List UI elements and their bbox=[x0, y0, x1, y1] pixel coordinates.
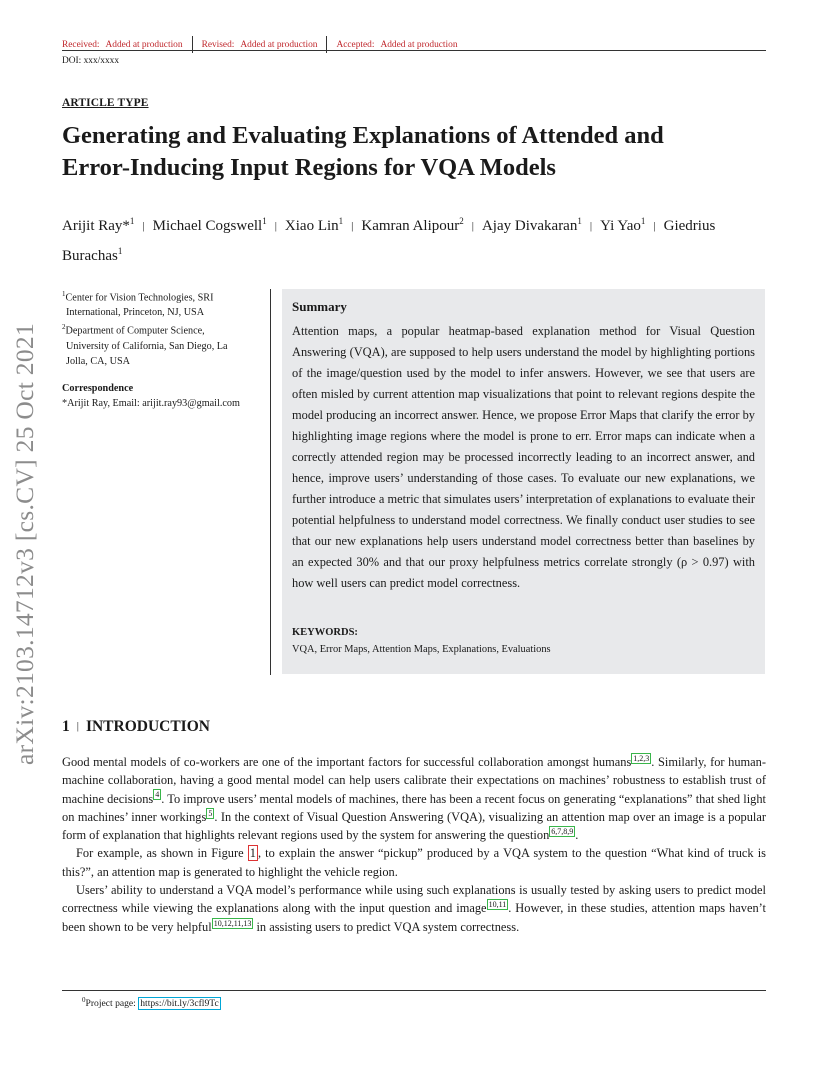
section-heading: 1 | INTRODUCTION bbox=[62, 718, 210, 735]
revised-date: Revised: Added at production bbox=[201, 39, 318, 50]
column-divider bbox=[270, 289, 271, 675]
citation-link[interactable]: 10,12,11,13 bbox=[213, 918, 252, 928]
summary-box bbox=[282, 289, 765, 674]
figure-link[interactable]: 1 bbox=[249, 846, 256, 861]
keywords-heading: KEYWORDS: bbox=[292, 627, 358, 638]
introduction-body bbox=[62, 753, 766, 936]
citation-link[interactable]: 4 bbox=[155, 790, 160, 800]
author: Ajay Divakaran$^1$ bbox=[481, 216, 582, 234]
citation-link[interactable]: 5 bbox=[208, 808, 213, 818]
keywords-list: VQA, Error Maps, Attention Maps, Explanations, Evaluations bbox=[292, 644, 551, 655]
received-date: Received: Added at production bbox=[62, 39, 183, 50]
author: Xiao Lin$^1$ bbox=[284, 216, 344, 234]
correspondence-heading: Correspondence bbox=[62, 382, 134, 394]
project-page-link[interactable]: https://bit.ly/3cfl9Tc bbox=[140, 998, 219, 1010]
correspondence-text: *Arijit Ray, Email: arijit.ray93@gmail.com bbox=[62, 397, 240, 409]
author: Arijit Ray*$^1$ bbox=[62, 216, 135, 234]
paragraph: For example, as shown in Figure 1 , to explain the answer “pickup” produced by a VQA system to the question “What kind of truck is this?”, an attention map is generated to highlight the vehicle region. bbox=[62, 846, 767, 879]
summary-text: Attention maps, a popular heatmap-based explanation method for Visual Question Answering (VQA), are supposed to help users understand the model by highlighting portions of the image/question used by the model to infer answers. However, we see that users are often misled by current attention map visualizations that point to relevant regions despite the model producing an incorrect answer. Hence, we propose Error Maps that clarify the error by highlighting image regions where the model is prone to err. Error maps can indicate when a correctly attended region may be processed incorrectly leading to an incorrect answer, and hence, improve users’ understanding of those cases. To evaluate our new explanations, we further introduce a metric that simulates users’ interpretation of explanations to evaluate their potential helpfulness to understand model correctness. We finally conduct user studies to see that our new explanations help users understand model correctness better than baselines by an expected 30% and that our proxy helpfulness metrics correlate strongly (ρ > 0.97) with how well users can predict model correctness. bbox=[292, 324, 755, 590]
article-type: ARTICLE TYPE bbox=[62, 97, 149, 109]
affiliation: $^2$Department of Computer Science, bbox=[62, 323, 205, 337]
citation-link[interactable]: 1,2,3 bbox=[633, 753, 650, 763]
author: Michael Cogswell$^1$ bbox=[152, 216, 267, 234]
footnote-rule bbox=[62, 990, 766, 991]
citation-link[interactable]: 10,11 bbox=[488, 900, 507, 910]
summary-heading: Summary bbox=[292, 299, 347, 314]
affiliation: $^1$Center for Vision Technologies, SRI bbox=[62, 290, 214, 304]
header-rule bbox=[62, 50, 766, 51]
paragraph: Good mental models of co-workers are one of the important factors for successful collaboration amongst humans $^{1,2,3}$ . Similarly, for human-machine collaboration, having a good mental model can help users calibrate their expectations on machines’ robustness to establish trust of machine decisions $^4$ . To improve users’ mental models of machines, there has been a recent focus on generating “explanations” that shed light on machines’ inner workings $^5$ . In the context of Visual Question Answering (VQA), visualizing an attention map over an image is a popular form of explanation that highlights relevant regions used by the system for answering the question $^{6,7,8,9}$ . bbox=[62, 753, 767, 843]
author: Giedrius Burachas$^1$ bbox=[62, 218, 716, 264]
affiliations-column: $^1$Center for Vision Technologies, SRI International, Princeton, NJ, USA $^2$Department of Computer Science, University of California, San Diego, La Jolla, CA, USA Correspondence *Arijit Ray, Email: arijit.ray93@gmail.com bbox=[62, 287, 267, 411]
paper-title: Generating and Evaluating Explanations of Attended and Error-Inducing Input Regions for VQA Models bbox=[62, 122, 664, 181]
doi: DOI: xxx/xxxx bbox=[62, 56, 120, 66]
author: Yi Yao$^1$ bbox=[600, 216, 646, 234]
paragraph: Users’ ability to understand a VQA model’s performance while using such explanations is usually tested by asking users to predict model correctness while viewing the explanations along with the input question and image $^{10,11}$ . However, in these studies, attention maps haven’t been shown to be very helpful $^{10,12,11,13}$ in assisting users to predict VQA system correctness. bbox=[62, 883, 766, 934]
author: Kamran Alipour$^2$ bbox=[361, 216, 464, 234]
accepted-date: Accepted: Added at production bbox=[336, 39, 458, 50]
citation-link[interactable]: 6,7,8,9 bbox=[551, 827, 574, 837]
arxiv-identifier-watermark: arXiv:2103.14712v3 [cs.CV] 25 Oct 2021 bbox=[10, 322, 39, 765]
author-list: Arijit Ray*$^1$ | Michael Cogswell$^1$ | Xiao Lin$^1$ | Kamran Alipour$^2$ | Ajay Divakaran$^1$ | Yi Yao$^1$ | Giedrius Burachas$^1$ bbox=[62, 216, 716, 264]
footnote: $^0$Project page: https://bit.ly/3cfl9Tc bbox=[82, 996, 219, 1010]
